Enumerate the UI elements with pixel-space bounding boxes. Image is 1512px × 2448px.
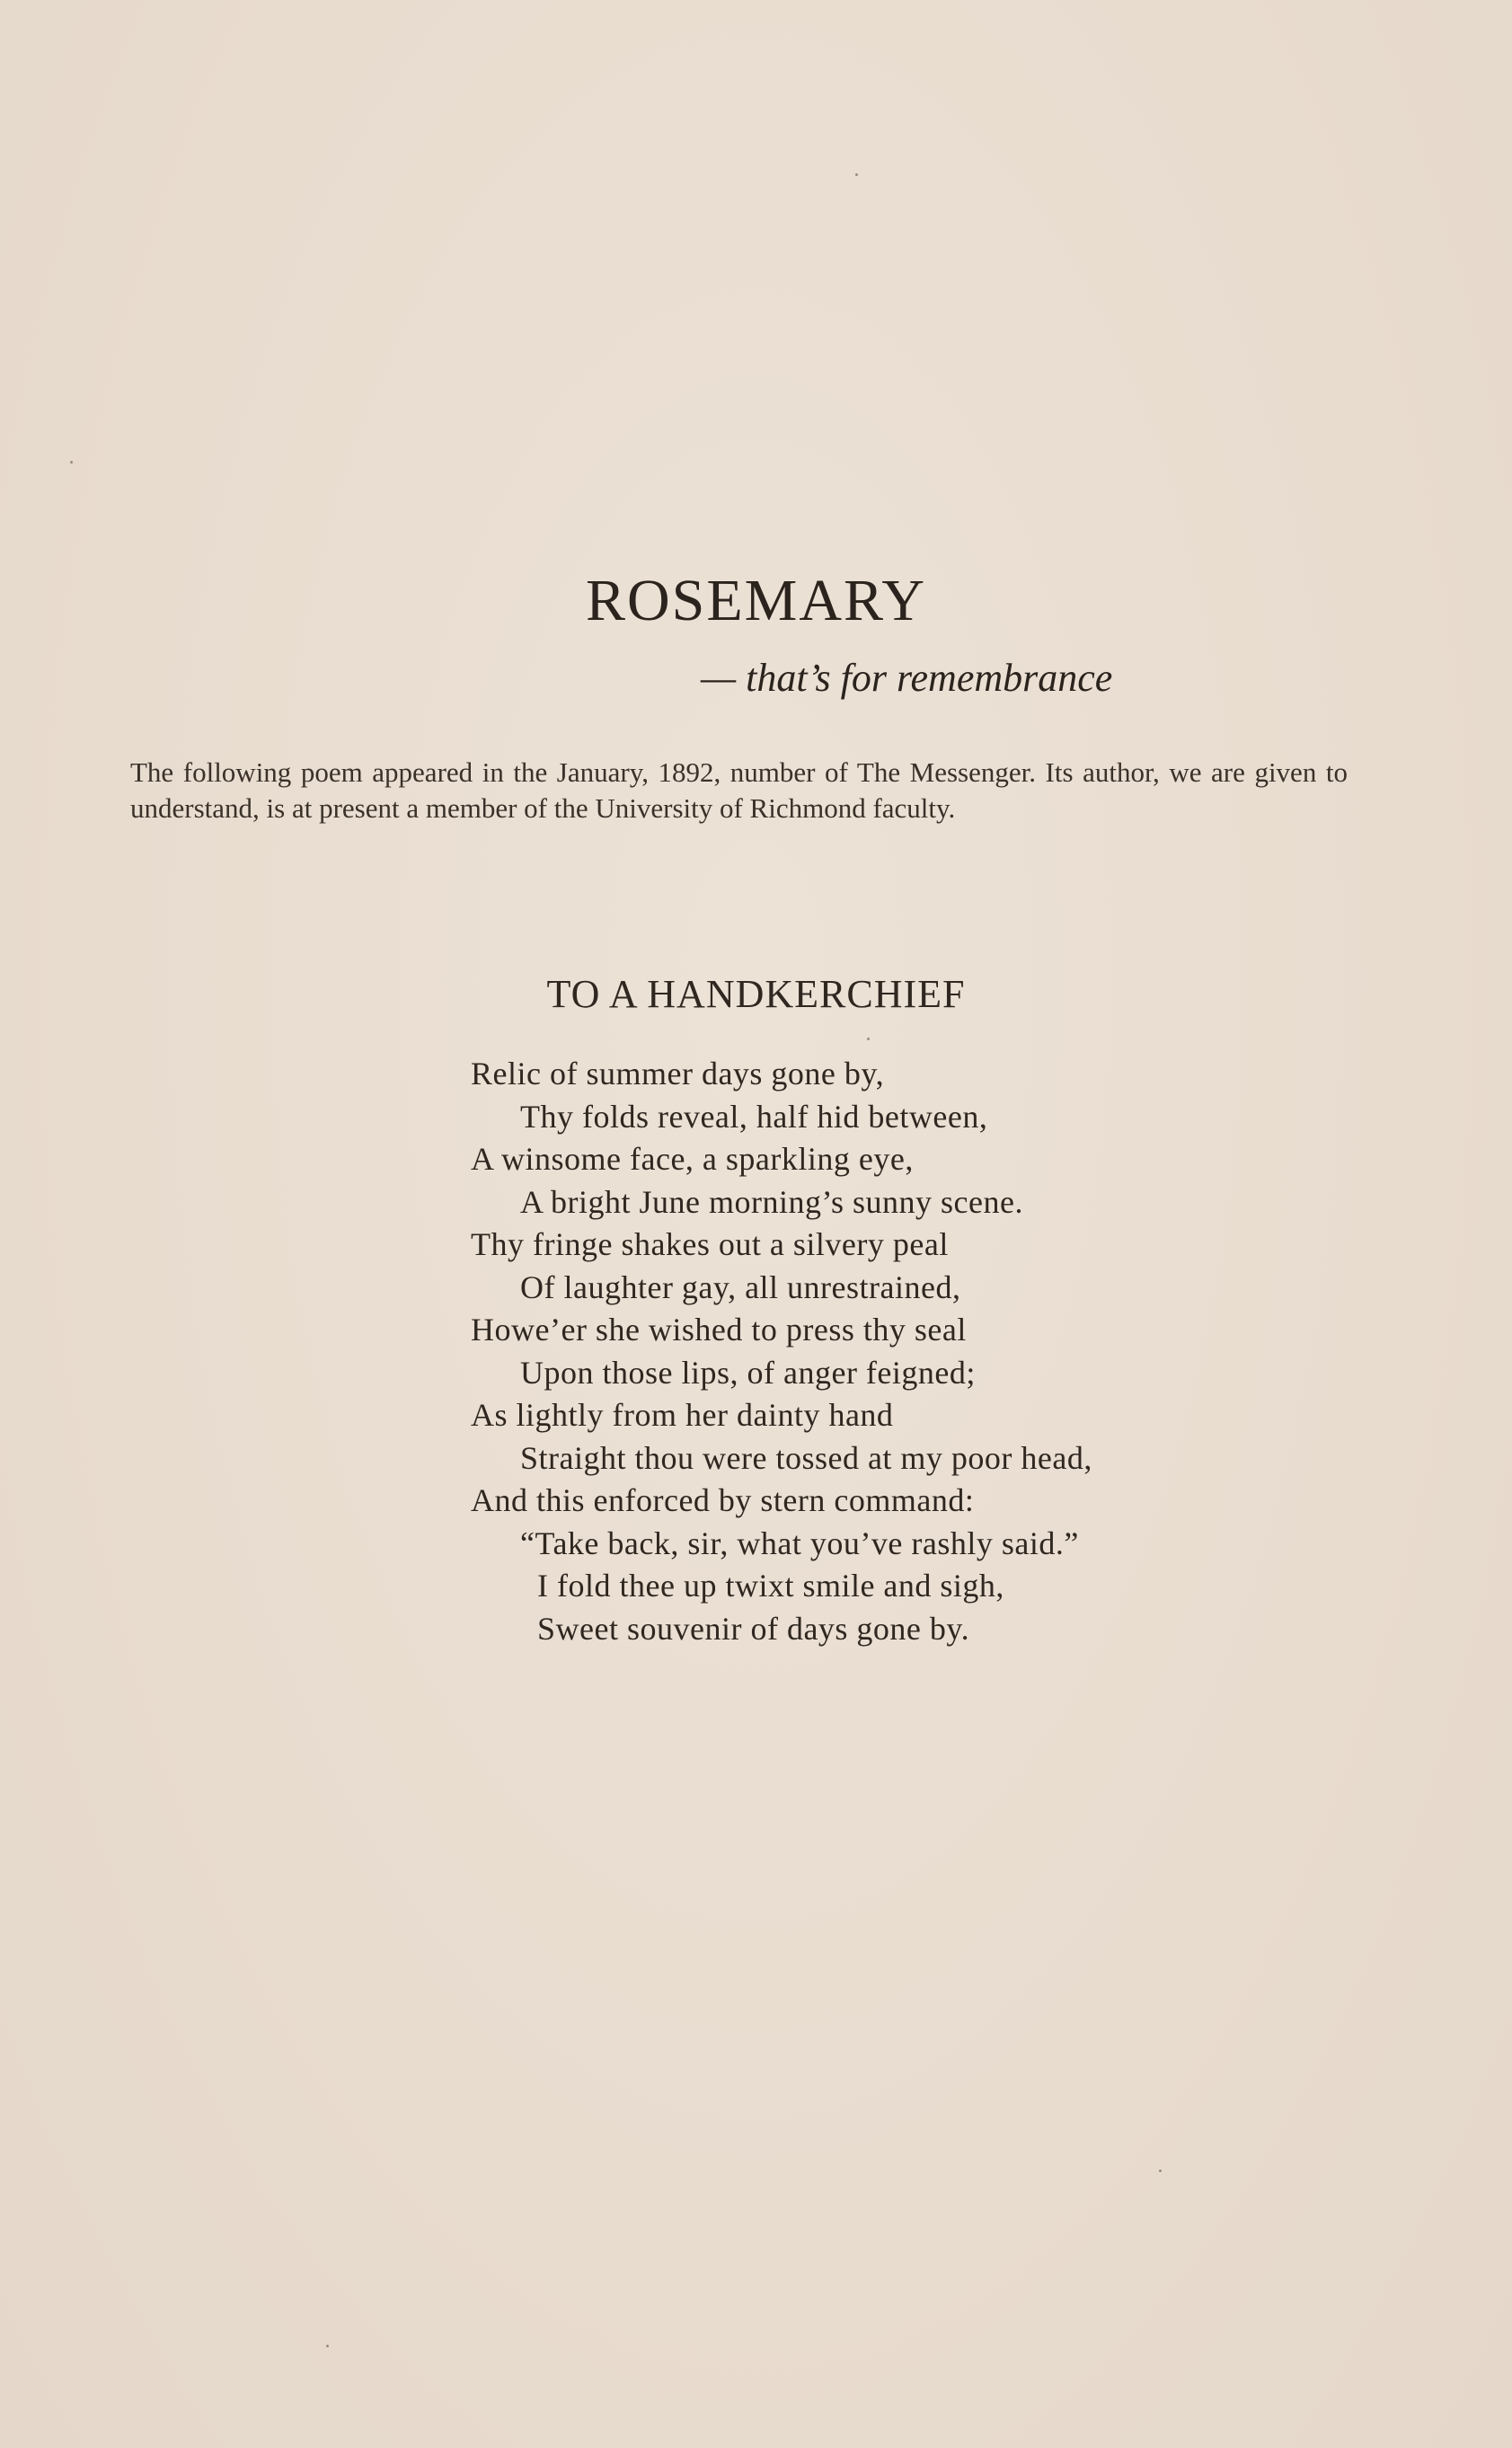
poem-line: Of laughter gay, all unrestrained, — [520, 1268, 961, 1305]
poem-line: And this enforced by stern command: — [471, 1482, 975, 1518]
poem-line: Sweet souvenir of days gone by. — [537, 1610, 970, 1647]
poem-line: Thy fringe shakes out a silvery peal — [471, 1226, 949, 1262]
poem-line: “Take back, sir, what you’ve rashly said.” — [520, 1524, 1079, 1561]
paper-speck — [70, 461, 73, 464]
paper-speck — [326, 2345, 329, 2347]
poem-line: I fold thee up twixt smile and sigh, — [537, 1568, 1004, 1604]
page-title: ROSEMARY — [585, 568, 927, 633]
poem-line: Upon those lips, of anger feigned; — [520, 1354, 976, 1391]
page-subtitle: — that’s for remembrance — [701, 656, 1113, 700]
paper-speck — [855, 173, 858, 176]
poem-line: A winsome face, a sparkling eye, — [471, 1141, 914, 1177]
poem-line: As lightly from her dainty hand — [471, 1397, 894, 1433]
poem-title: TO A HANDKERCHIEF — [546, 972, 966, 1016]
poem-line: Howe’er she wished to press thy seal — [471, 1312, 967, 1348]
intro-paragraph: The following poem appeared in the January, 1892, number of The Messenger. Its author, we are given to understand, is at present a member of the University of Richmond faculty. — [130, 756, 1348, 824]
poem-body — [471, 1053, 1369, 1650]
poem-line: Straight thou were tossed at my poor head, — [520, 1439, 1092, 1476]
poem-line: A bright June morning’s sunny scene. — [520, 1183, 1023, 1220]
paper-speck — [867, 1038, 870, 1040]
poem-line: Relic of summer days gone by, — [471, 1056, 885, 1091]
paper-speck — [1159, 2170, 1162, 2172]
poem-line: Thy folds reveal, half hid between, — [520, 1098, 988, 1135]
